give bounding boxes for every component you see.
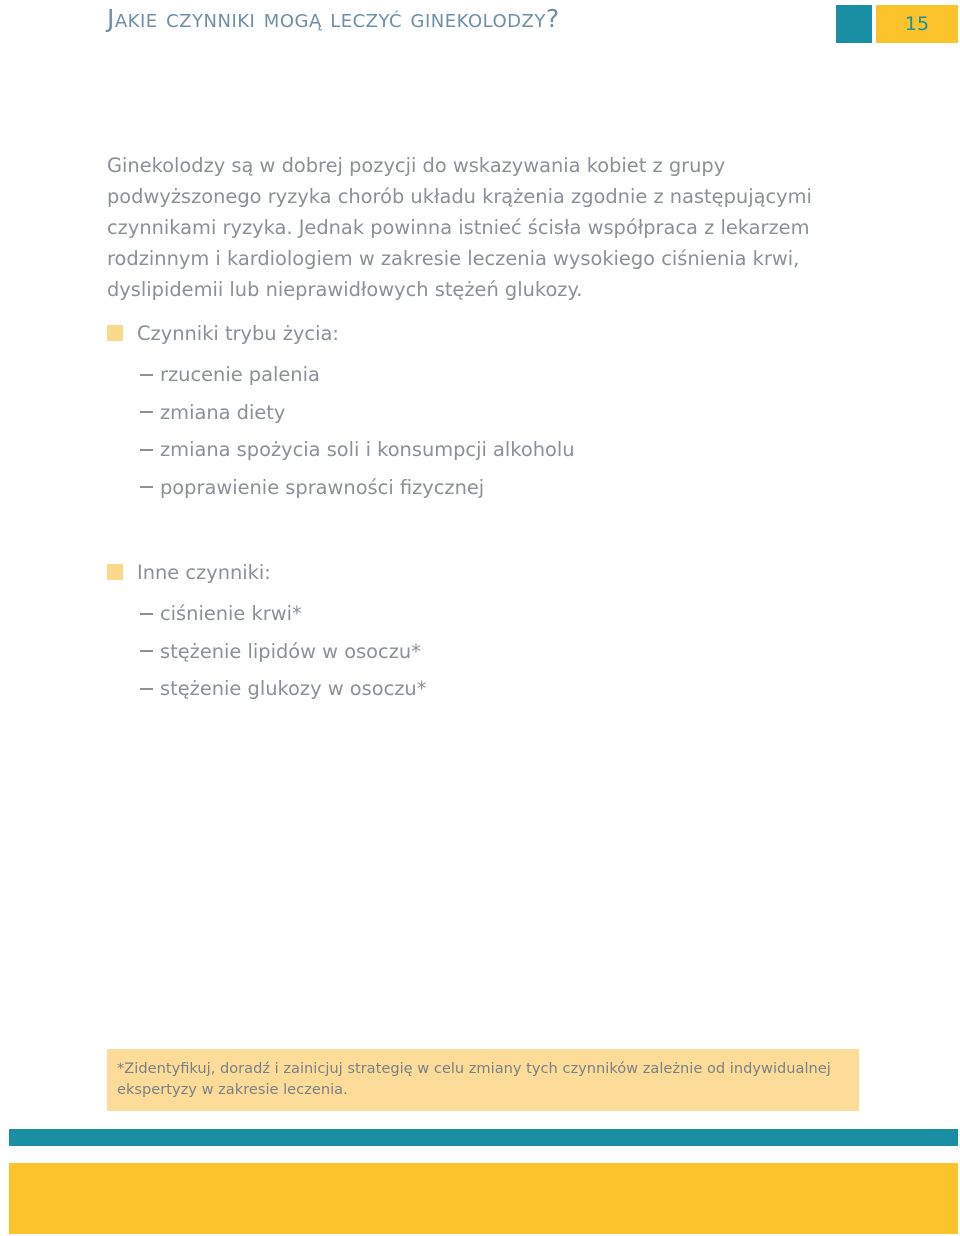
dash-icon xyxy=(140,449,153,451)
dash-icon xyxy=(140,688,153,690)
lifestyle-factors-section xyxy=(107,318,575,506)
footer-yellow-band xyxy=(9,1163,958,1234)
list-item-text: stężenie glukozy w osoczu* xyxy=(160,677,427,701)
page-title: Jakie czynniki mogą leczyć ginekolodzy? xyxy=(107,4,560,33)
list-item-text: stężenie lipidów w osoczu* xyxy=(160,639,421,663)
list-item xyxy=(107,595,426,633)
list-item xyxy=(107,356,575,394)
list-item-text: poprawienie sprawności fizycznej xyxy=(160,475,485,499)
other-factors-list xyxy=(107,595,426,708)
list-item-text: zmiana spożycia soli i konsumpcji alkoholu xyxy=(160,438,575,462)
footnote-box: *Zidentyfikuj, doradź i zainicjuj strategię w celu zmiany tych czynników zależnie od indywidualnej ekspertyzy w zakresie leczenia. xyxy=(107,1049,859,1111)
list-item-text: zmiana diety xyxy=(160,400,286,424)
footer-teal-band xyxy=(9,1129,958,1146)
dash-icon xyxy=(140,650,153,652)
dash-icon xyxy=(140,486,153,488)
dash-icon xyxy=(140,613,153,615)
square-bullet-icon xyxy=(107,564,123,580)
dash-icon xyxy=(140,411,153,413)
list-item xyxy=(107,670,426,708)
intro-paragraph: Ginekolodzy są w dobrej pozycji do wskazywania kobiet z grupy podwyższonego ryzyka chorób układu krążenia zgodnie z następującymi czynnikami ryzyka. Jednak powinna istnieć ścisła współpraca z lekarzem rodzinnym i kardiologiem w zakresie leczenia wysokiego ciśnienia krwi, dyslipidemii lub nieprawidłowych stężeń glukozy. xyxy=(107,154,812,301)
list-item xyxy=(107,469,575,507)
section-label: Czynniki trybu życia: xyxy=(137,321,339,345)
list-item-text: rzucenie palenia xyxy=(160,363,320,387)
section-header xyxy=(107,557,426,587)
list-item xyxy=(107,633,426,671)
other-factors-section xyxy=(107,557,426,708)
list-item xyxy=(107,431,575,469)
square-bullet-icon xyxy=(107,325,123,341)
dash-icon xyxy=(140,374,153,376)
page-number: 15 xyxy=(876,5,958,43)
section-label: Inne czynniki: xyxy=(137,560,271,584)
page-number-accent xyxy=(836,5,872,43)
lifestyle-factors-list xyxy=(107,356,575,506)
list-item xyxy=(107,394,575,432)
section-header xyxy=(107,318,575,348)
list-item-text: ciśnienie krwi* xyxy=(160,602,302,626)
